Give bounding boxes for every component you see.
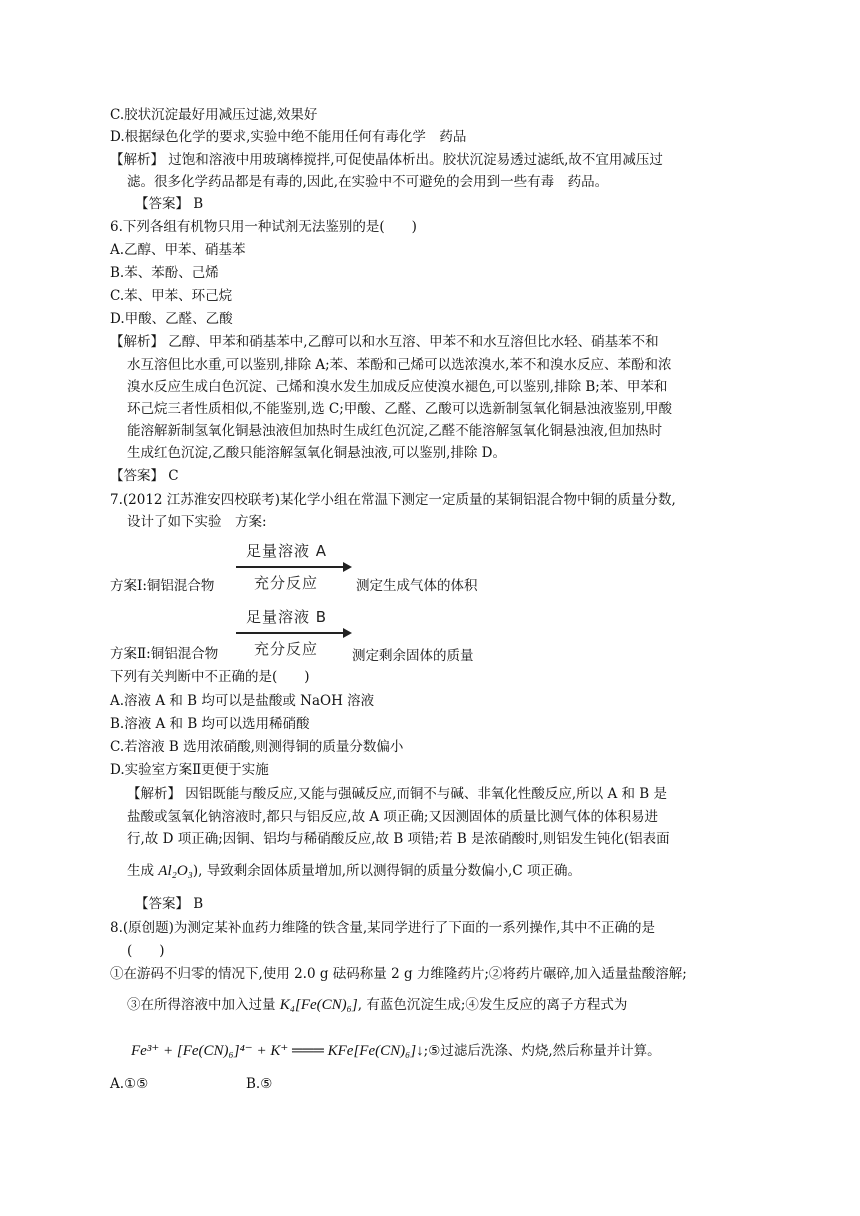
alumina-formula: Al₂O₃	[158, 863, 193, 879]
q6-analysis-line-4: 环己烷三者性质相似,不能鉴别,选 C;甲酸、乙醛、乙酸可以选新制氢氧化铜悬浊液鉴别,甲酸	[127, 401, 673, 417]
plan-1-reaction-arrow	[236, 538, 354, 598]
q7-option-d: D.实验室方案Ⅱ更便于实施	[110, 762, 269, 778]
q6-analysis-line-6: 生成红色沉淀,乙酸只能溶解氢氧化铜悬浊液,可以鉴别,排除 D。	[127, 445, 506, 461]
q8-step-1-2: ①在游码不归零的情况下,使用 2.0 g 砝码称量 2 g 力维隆药片;②将药片碾碎,加入适量盐酸溶解;	[110, 966, 687, 982]
q5-answer: 【答案】 B	[135, 196, 204, 212]
q7-analysis-line-3: 行,故 D 项正确;因铜、铝均与稀硝酸反应,故 B 项错;若 B 是浓硝酸时,则铝发生钝化(铝表面	[127, 831, 670, 847]
q7-answer: 【答案】 B	[135, 896, 204, 912]
q5-option-d: D.根据绿色化学的要求,实验中绝不能用任何有毒化学 药品	[110, 129, 467, 145]
plan-1-condition-label: 充分反应	[254, 574, 319, 592]
plan-2-label: 方案Ⅱ:铜铝混合物	[110, 646, 219, 662]
plan-1-label: 方案Ⅰ:铜铝混合物	[110, 578, 215, 594]
q6-analysis-line-3: 溴水反应生成白色沉淀、己烯和溴水发生加成反应使溴水褪色,可以鉴别,排除 B;苯、甲苯和	[127, 379, 668, 395]
q7-analysis-line-4	[127, 860, 581, 882]
q6-analysis-line-1: 【解析】 乙醇、甲苯和硝基苯中,乙醇可以和水互溶、甲苯不和水互溶但比水轻、硝基苯不和	[110, 334, 659, 350]
plan-1-arrow-head	[343, 562, 352, 572]
plan-2-arrow-shaft	[236, 632, 344, 634]
plan-1-reagent-label: 足量溶液 A	[246, 542, 328, 560]
q7-option-c: C.若溶液 B 选用浓硝酸,则测得铜的质量分数偏小	[110, 739, 404, 755]
q5-analysis-line-1: 【解析】 过饱和溶液中用玻璃棒搅拌,可促使晶体析出。胶状沉淀易透过滤纸,故不宜用减压过	[110, 152, 663, 168]
q5-option-c: C.胶状沉淀最好用减压过滤,效果好	[110, 107, 318, 123]
q5-analysis-line-2: 滤。很多化学药品都是有毒的,因此,在实验中不可避免的会用到一些有毒 药品。	[127, 174, 609, 190]
q8-step-3-prefix: ③在所得溶液中加入过量	[127, 997, 276, 1013]
plan-1-measurement: 测定生成气体的体积	[356, 578, 478, 594]
plan-2-reaction-arrow	[236, 604, 354, 664]
plan-2-measurement: 测定剩余固体的质量	[352, 648, 474, 664]
q7-question: 下列有关判断中不正确的是( )	[110, 669, 310, 685]
plan-2-reagent-label: 足量溶液 B	[246, 608, 328, 626]
q7-analysis-line-4-suffix: ), 导致剩余固体质量增加,所以测得铜的质量分数偏小,C 项正确。	[192, 863, 581, 879]
q8-step-3	[127, 994, 627, 1016]
plan-2-condition-label: 充分反应	[254, 640, 319, 658]
q7-analysis-line-1: 【解析】 因铝既能与酸反应,又能与强碱反应,而铜不与碱、非氧化性酸反应,所以 A 和 B 是	[127, 786, 667, 802]
q6-analysis-line-2: 水互溶但比水重,可以鉴别,排除 A;苯、苯酚和己烯可以选浓溴水,苯不和溴水反应、苯酚和浓	[127, 357, 672, 373]
q6-option-b: B.苯、苯酚、己烯	[110, 265, 219, 281]
q6-analysis-line-5: 能溶解新制氢氧化铜悬浊液但加热时生成红色沉淀,乙醛不能溶解氢氧化铜悬浊液,但加热时	[127, 423, 663, 439]
q8-stem-line-2: ( )	[127, 943, 165, 959]
q6-option-d: D.甲酸、乙醛、乙酸	[110, 311, 233, 327]
plan-1-arrow-shaft	[236, 566, 344, 568]
plan-2-arrow-head	[343, 628, 352, 638]
q6-option-c: C.苯、甲苯、环己烷	[110, 288, 233, 304]
q7-stem-line-1: 7.(2012 江苏淮安四校联考)某化学小组在常温下测定一定质量的某铜铝混合物中铜的质量分数,	[110, 492, 676, 508]
q8-option-b: B.⑤	[246, 1076, 273, 1092]
q7-analysis-line-2: 盐酸或氢氧化钠溶液时,都只与铝反应,故 A 项正确;又因测固体的质量比测气体的体积易进	[127, 809, 658, 825]
q6-stem: 6.下列各组有机物只用一种试剂无法鉴别的是( )	[110, 219, 417, 235]
q8-step-5: ;⑤过滤后洗涤、灼烧,然后称量并计算。	[423, 1043, 661, 1059]
q6-option-a: A.乙醇、甲苯、硝基苯	[110, 242, 246, 258]
q6-answer: 【答案】 C	[110, 468, 179, 484]
q7-analysis-line-4-prefix: 生成	[127, 863, 154, 879]
ferrocyanide-formula: K₄[Fe(CN)₆]	[279, 997, 358, 1013]
ionic-equation: Fe³⁺ + [Fe(CN)₆]⁴⁻ + K⁺ ═══ KFe[Fe(CN)₆]↓	[131, 1043, 424, 1059]
q7-option-b: B.溶液 A 和 B 均可以选用稀硝酸	[110, 716, 310, 732]
q7-stem-line-2: 设计了如下实验 方案:	[127, 514, 267, 530]
q7-option-a: A.溶液 A 和 B 均可以是盐酸或 NaOH 溶液	[110, 693, 375, 709]
q8-stem-line-1: 8.(原创题)为测定某补血药力维隆的铁含量,某同学进行了下面的一系列操作,其中不正确的是	[110, 920, 655, 936]
q8-option-a: A.①⑤	[110, 1076, 149, 1092]
q8-equation-line	[131, 1040, 661, 1062]
q8-step-3-suffix: , 有蓝色沉淀生成;④发生反应的离子方程式为	[357, 997, 628, 1013]
